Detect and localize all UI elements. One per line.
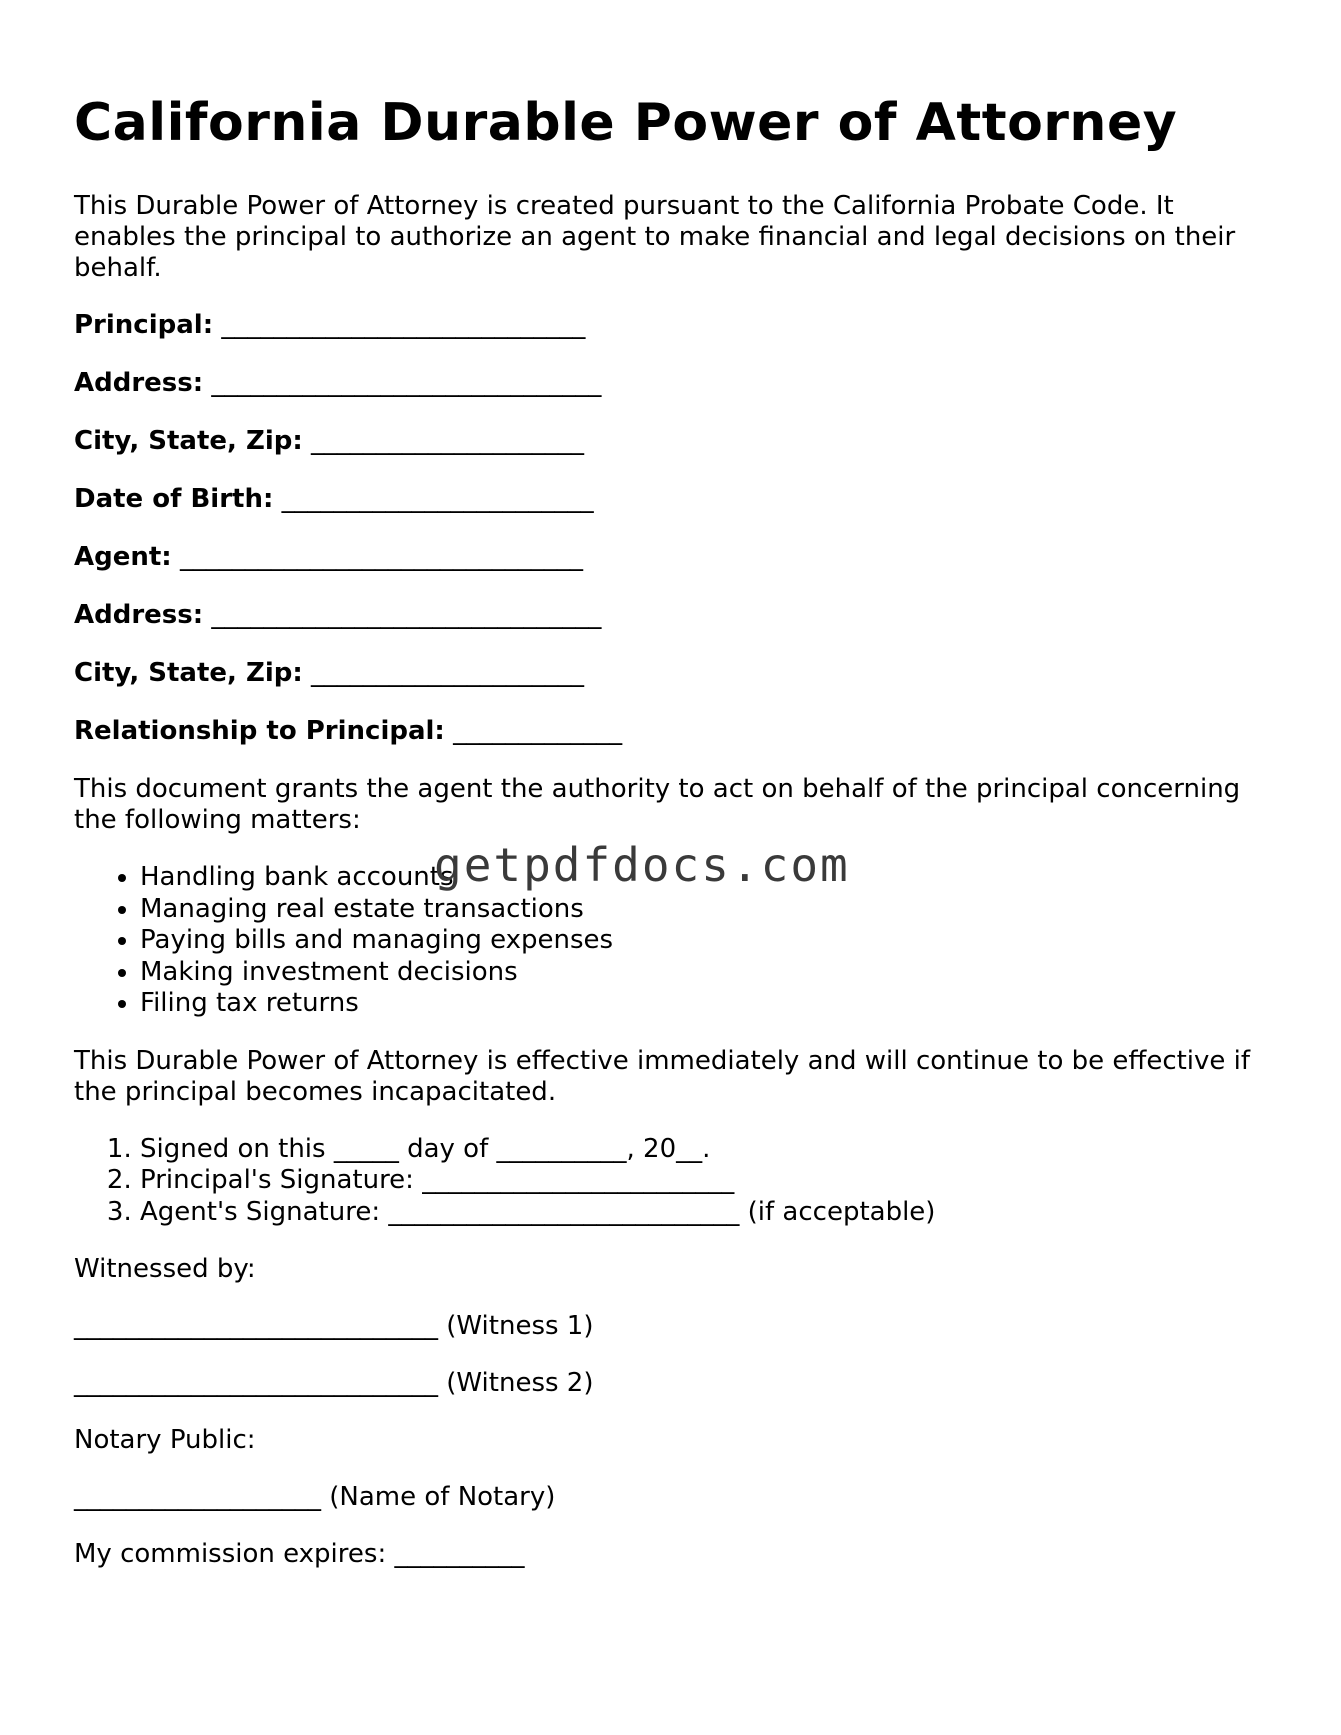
witnessed-by-label: Witnessed by: (74, 1254, 256, 1285)
principal-city-blank: _____________________ (311, 426, 585, 457)
agent-city-field (74, 658, 1274, 689)
agent-city-label: City, State, Zip: (74, 658, 303, 689)
list-item: • Making investment decisions (140, 957, 1274, 989)
effective-paragraph: This Durable Power of Attorney is effective immediately and will continue to be effective if the principal becomes incapacitated. (74, 1045, 1251, 1107)
list-item: • Filing tax returns (140, 988, 1274, 1020)
agent-address-label: Address: (74, 600, 204, 631)
commission-expires-line: My commission expires: __________ (74, 1539, 525, 1570)
agent-signature-line: 3. Agent's Signature: ___________________________ (if acceptable) (140, 1197, 1274, 1229)
relationship-blank: _____________ (453, 716, 623, 747)
principal-field (74, 310, 1274, 341)
list-item: • Managing real estate transactions (140, 894, 1274, 926)
date-of-birth-blank: ________________________ (281, 484, 594, 515)
date-of-birth-field (74, 484, 1274, 515)
relationship-field (74, 716, 1274, 747)
grant-paragraph: This document grants the agent the authority to act on behalf of the principal concerning the following matters: (74, 774, 1241, 836)
intro-paragraph: This Durable Power of Attorney is created pursuant to the California Probate Code. It enables the principal to authorize an agent to make financial and legal decisions on their behalf. (74, 191, 1236, 284)
agent-address-blank: ______________________________ (211, 600, 602, 631)
date-of-birth-label: Date of Birth: (74, 484, 274, 515)
principal-city-field (74, 426, 1274, 457)
principal-address-field (74, 368, 1274, 399)
witness-1-line: ____________________________ (Witness 1) (74, 1311, 594, 1342)
relationship-label: Relationship to Principal: (74, 716, 445, 747)
signatures-list (74, 1134, 1274, 1229)
principal-blank: ____________________________ (221, 310, 586, 341)
agent-blank: _______________________________ (179, 542, 583, 573)
watermark-text: getpdfdocs.com (434, 838, 850, 892)
signed-date-line: 1. Signed on this _____ day of __________, 20__. (140, 1134, 1274, 1166)
agent-address-field (74, 600, 1274, 631)
agent-label: Agent: (74, 542, 172, 573)
principal-city-label: City, State, Zip: (74, 426, 303, 457)
principal-signature-line: 2. Principal's Signature: ________________________ (140, 1165, 1274, 1197)
agent-field (74, 542, 1274, 573)
principal-label: Principal: (74, 310, 214, 341)
principal-address-blank: ______________________________ (211, 368, 602, 399)
witness-2-line: ____________________________ (Witness 2) (74, 1368, 594, 1399)
principal-address-label: Address: (74, 368, 204, 399)
agent-city-blank: _____________________ (311, 658, 585, 689)
document-title: California Durable Power of Attorney (74, 93, 1178, 153)
notary-name-line: ___________________ (Name of Notary) (74, 1482, 556, 1513)
notary-public-label: Notary Public: (74, 1425, 256, 1456)
list-item: • Handling bank accounts (140, 862, 1274, 894)
list-item: • Paying bills and managing expenses (140, 925, 1274, 957)
